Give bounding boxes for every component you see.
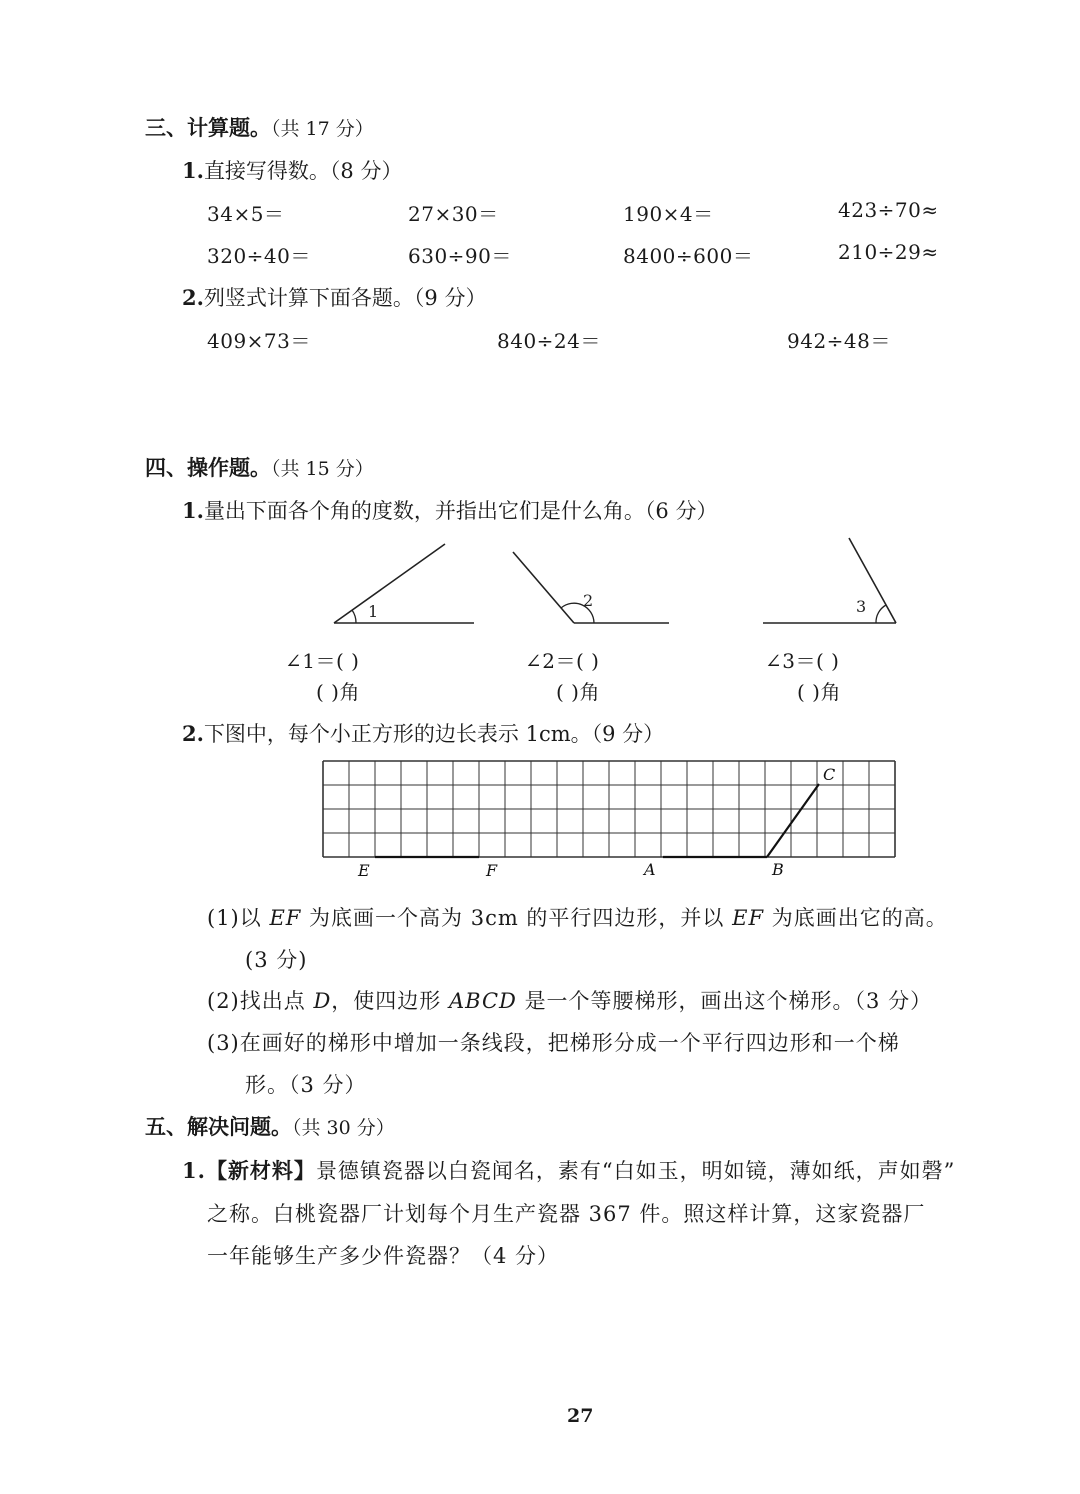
angle-3-figure bbox=[763, 538, 896, 623]
s4-q1-text: 量出下面各个角的度数，并指出它们是什么角。（6 分） bbox=[203, 499, 718, 523]
s4-q2-prompt bbox=[182, 718, 664, 748]
angle-1-kind-blank: ( )角 bbox=[316, 680, 360, 704]
section5-heading bbox=[145, 1111, 395, 1141]
s5-q1-line1 bbox=[182, 1155, 955, 1185]
s4-q1-number: 1. bbox=[182, 498, 204, 523]
point-B-label: B bbox=[772, 860, 784, 879]
s3-q2-text: 列竖式计算下面各题。（9 分） bbox=[203, 286, 487, 310]
s3-q1-number: 1. bbox=[182, 158, 204, 183]
point-F-label: F bbox=[486, 861, 498, 880]
angle-1-measure-blank: ∠1＝( ) bbox=[285, 649, 360, 673]
angle-3-measure-blank: ∠3＝( ) bbox=[765, 649, 840, 673]
s4-q2-sub3-line2: 形。（3 分） bbox=[245, 1073, 367, 1097]
s4-q2-sub2-c: 是一个等腰梯形，画出这个梯形。（3 分） bbox=[524, 989, 933, 1013]
square-grid-figure bbox=[320, 758, 902, 886]
s4-q2-sub1-c: 为底画出它的高。 bbox=[771, 906, 948, 930]
angle-3-kind-blank: ( )角 bbox=[797, 680, 841, 704]
angle-1-label: 1 bbox=[368, 602, 379, 621]
s4-q2-number: 2. bbox=[182, 721, 204, 746]
s4-q2-sub2-abcd: ABCD bbox=[448, 989, 517, 1013]
s4-q2-sub2-a: (2)找出点 bbox=[207, 989, 306, 1013]
segment-BC bbox=[767, 784, 819, 857]
section5-title: 五、解决问题。 bbox=[145, 1114, 292, 1139]
grid-lines bbox=[323, 761, 895, 857]
point-A-label: A bbox=[644, 860, 656, 879]
s3-q1-text: 直接写得数。（8 分） bbox=[203, 159, 403, 183]
s3-q2-expr-2: 840÷24＝ bbox=[497, 329, 601, 353]
s4-q2-sub1-line1 bbox=[207, 902, 948, 932]
s5-q1-line3: 一年能够生产多少件瓷器？（4 分） bbox=[207, 1244, 560, 1268]
angle-2-figure bbox=[513, 552, 669, 623]
s4-q2-sub1-a: (1)以 bbox=[207, 906, 262, 930]
s5-q1-number: 1. bbox=[182, 1158, 206, 1183]
point-E-label: E bbox=[358, 861, 370, 880]
angle-3-label: 3 bbox=[856, 597, 867, 616]
point-C-label: C bbox=[823, 765, 836, 784]
s3-q1-expr-4: 423÷70≈ bbox=[838, 198, 939, 222]
s3-q2-expr-1: 409×73＝ bbox=[207, 329, 311, 353]
section3-title: 三、计算题。 bbox=[145, 115, 271, 140]
angle-figures bbox=[0, 0, 1080, 640]
s4-q2-sub2-b: ，使四边形 bbox=[331, 989, 442, 1013]
s3-q1-expr-3: 190×4＝ bbox=[623, 202, 714, 226]
s5-q1-tag: 【新材料】 bbox=[205, 1158, 316, 1183]
section4-title: 四、操作题。 bbox=[145, 455, 271, 480]
s3-q2-expr-3: 942÷48＝ bbox=[787, 329, 891, 353]
angle-2-kind-blank: ( )角 bbox=[556, 680, 600, 704]
s3-q2-number: 2. bbox=[182, 285, 204, 310]
section4-points: （共 15 分） bbox=[271, 458, 374, 480]
s4-q2-sub1-ef2: EF bbox=[732, 906, 765, 930]
section5-points: （共 30 分） bbox=[292, 1117, 395, 1139]
s3-q1-expr-2: 27×30＝ bbox=[408, 202, 499, 226]
s4-q2-text: 下图中，每个小正方形的边长表示 1cm。（9 分） bbox=[203, 722, 665, 746]
page-number: 27 bbox=[567, 1405, 594, 1427]
section3-points: （共 17 分） bbox=[271, 118, 374, 140]
s4-q2-sub1-points: (3 分) bbox=[245, 948, 308, 972]
angle-2-label: 2 bbox=[583, 591, 594, 610]
s4-q2-sub1-ef: EF bbox=[269, 906, 302, 930]
s3-q1-expr-7: 8400÷600＝ bbox=[623, 244, 754, 268]
s4-q2-sub2 bbox=[207, 985, 932, 1015]
s4-q2-sub3-line1: (3)在画好的梯形中增加一条线段，把梯形分成一个平行四边形和一个梯 bbox=[207, 1031, 900, 1055]
s3-q1-expr-6: 630÷90＝ bbox=[408, 244, 512, 268]
s4-q2-sub1-b: 为底画一个高为 3cm 的平行四边形，并以 bbox=[309, 906, 725, 930]
angle-2-measure-blank: ∠2＝( ) bbox=[525, 649, 600, 673]
s4-q2-sub2-d: D bbox=[313, 989, 332, 1013]
angle-1-figure bbox=[334, 544, 474, 623]
s5-q1-text-1: 景德镇瓷器以白瓷闻名，素有“白如玉，明如镜，薄如纸，声如磬” bbox=[315, 1159, 956, 1183]
s5-q1-line2: 之称。白桃瓷器厂计划每个月生产瓷器 367 件。照这样计算，这家瓷器厂 bbox=[207, 1202, 926, 1226]
s3-q1-expr-8: 210÷29≈ bbox=[838, 240, 939, 264]
s3-q1-expr-5: 320÷40＝ bbox=[207, 244, 311, 268]
s3-q1-expr-1: 34×5＝ bbox=[207, 202, 285, 226]
